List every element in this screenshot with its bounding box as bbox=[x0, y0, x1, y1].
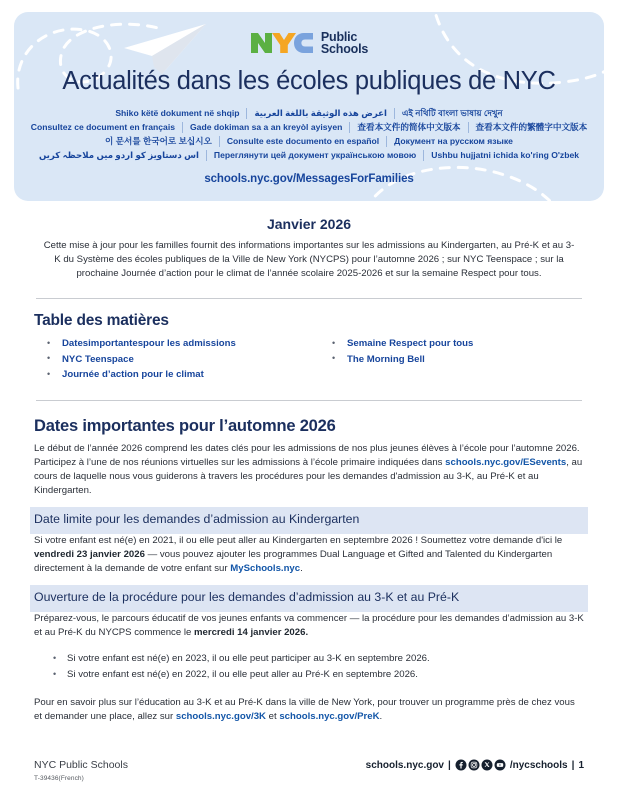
section-paragraph-2 bbox=[34, 534, 584, 576]
para2-text-b: — vous pouvez ajouter les programmes Dual Language et Gifted and Talented du Kindergarten directement à la demande de votre enfant sur bbox=[34, 548, 553, 574]
nycps-logo bbox=[26, 22, 592, 64]
list-item bbox=[34, 667, 584, 683]
toc-link-climate[interactable]: Journée d’action pour le climat bbox=[62, 369, 204, 380]
link-esevents[interactable]: schools.nyc.gov/ESevents bbox=[445, 456, 567, 468]
table-of-contents bbox=[34, 336, 584, 383]
language-row bbox=[26, 106, 592, 120]
footer-separator-1: | bbox=[448, 759, 451, 771]
social-icons bbox=[455, 759, 506, 771]
list-item[interactable] bbox=[319, 336, 584, 352]
subheading-kindergarten-deadline: Date limite pour les demandes d’admission au Kindergarten bbox=[30, 507, 588, 534]
section-paragraph-3 bbox=[34, 612, 584, 640]
language-row bbox=[26, 134, 592, 148]
language-link-korean[interactable]: 이 문서를 한국어로 보십시오 bbox=[105, 135, 212, 146]
section-paragraph-4 bbox=[34, 696, 584, 724]
language-links bbox=[26, 106, 592, 162]
facebook-icon[interactable] bbox=[455, 759, 467, 771]
bullet-3k-2023: Si votre enfant est né(e) en 2023, il ou elle peut participer au 3-K en septembre 2026. bbox=[67, 652, 430, 664]
language-link-french[interactable]: Consultez ce document en français bbox=[30, 121, 175, 132]
toc-column-left bbox=[34, 336, 309, 383]
intro-paragraph: Cette mise à jour pour les familles fournit des informations importantes sur les admissions au Kindergarten, au Pré-K et au 3-K du Système des écoles publiques de la Ville de New York (NYCPS) pour l’automne 2026 ; sur NYC Teenspace ; sur la prochaine Journée d’action pour le climat de l’année scolaire 2025-2026 et sur la semaine Respect pour tous. bbox=[43, 240, 575, 279]
language-link-ukrainian[interactable]: Переглянути цей документ українською мовою bbox=[206, 150, 423, 161]
link-myschools[interactable]: MySchools.nyc bbox=[230, 562, 301, 574]
messages-for-families-url[interactable]: schools.nyc.gov/MessagesForFamilies bbox=[204, 173, 414, 185]
footer-separator-2: | bbox=[571, 759, 575, 771]
language-link-albanian[interactable]: Shiko këtë dokument në shqip bbox=[115, 107, 240, 118]
eligibility-bullets bbox=[34, 651, 584, 683]
toc-link-teenspace[interactable]: NYC Teenspace bbox=[62, 353, 134, 365]
list-item[interactable] bbox=[319, 352, 584, 368]
bullet-prek-2022: Si votre enfant est né(e) en 2022, il ou elle peut aller au Pré-K en septembre 2026. bbox=[67, 668, 418, 680]
list-item[interactable] bbox=[34, 352, 309, 368]
toc-link-respect[interactable]: Semaine Respect pour tous bbox=[347, 338, 474, 349]
youtube-icon[interactable] bbox=[494, 759, 506, 771]
document-body bbox=[0, 216, 618, 724]
subheading-3k-prek-open: Ouverture de la procédure pour les demandes d’admission au 3-K et au Pré-K bbox=[30, 585, 588, 612]
link-3k[interactable]: schools.nyc.gov/3K bbox=[175, 710, 266, 722]
footer-contact bbox=[366, 759, 584, 771]
instagram-icon[interactable] bbox=[468, 759, 480, 771]
logo-wordmark bbox=[321, 31, 368, 56]
footer-page-number: 1 bbox=[578, 759, 584, 771]
language-link-bengali[interactable]: এই নথিটি বাংলা ভাষায় দেখুন bbox=[394, 108, 510, 119]
divider-2 bbox=[36, 400, 582, 401]
section-title-important-dates: Dates importantes pour l’automne 2026 bbox=[34, 416, 336, 435]
language-link-chinese-simplified[interactable]: 查看本文件的简体中文版本 bbox=[349, 122, 467, 133]
para4-text-mid: et bbox=[265, 710, 280, 722]
language-link-spanish[interactable]: Consulte este documento en español bbox=[219, 136, 386, 147]
month-heading: Janvier 2026 bbox=[266, 216, 352, 232]
language-link-haitian-creole[interactable]: Gade dokiman sa a an kreyòl ayisyen bbox=[182, 122, 349, 133]
list-item[interactable] bbox=[34, 367, 309, 383]
x-twitter-icon[interactable] bbox=[481, 759, 493, 771]
page-title: Actualités dans les écoles publiques de NYC bbox=[62, 67, 556, 95]
link-prek[interactable]: schools.nyc.gov/PreK bbox=[279, 710, 380, 722]
language-link-urdu[interactable]: اس دستاویز کو اردو میں ملاحظہ کریں bbox=[38, 149, 199, 160]
para4-text-b: . bbox=[379, 710, 383, 722]
list-item[interactable] bbox=[34, 336, 309, 352]
language-row bbox=[26, 148, 592, 162]
footer-website[interactable]: schools.nyc.gov bbox=[365, 759, 444, 771]
toc-link-morning-bell[interactable]: The Morning Bell bbox=[347, 353, 425, 365]
language-link-uzbek[interactable]: Ushbu hujjatni ichida ko'ring O'zbek bbox=[423, 150, 586, 161]
para1-text-b: , au cours de laquelle nous vous guiderons à travers les procédures pour les demandes d'admission au 3-K, au Pré-K et au Kindergarten. bbox=[34, 456, 583, 496]
header-banner bbox=[14, 12, 604, 201]
section-paragraph-1 bbox=[34, 442, 584, 498]
para2-date-bold: vendredi 23 janvier 2026 bbox=[34, 548, 145, 560]
para1-text-a: Le début de l’année 2026 comprend les dates clés pour les admissions de nos plus jeunes élèves à l’école pour l’automne 2026. Participez à l’une de nos réunions virtuelles sur les admissions à l’école primaire indiquées dans bbox=[34, 442, 580, 468]
para3-text-a: Préparez-vous, le parcours éducatif de vos jeunes enfants va commencer — la procédure pour les demandes d’admission au 3-K et au Pré-K du NYCPS commence le bbox=[34, 612, 584, 638]
para3-date-bold: mercredi 14 janvier 2026. bbox=[193, 626, 309, 638]
list-item bbox=[34, 651, 584, 667]
para2-text-a: Si votre enfant est né(e) en 2021, il ou elle peut aller au Kindergarten en septembre 2026 ! Soumettez votre demande d'ici le bbox=[34, 534, 563, 546]
language-link-arabic[interactable]: اعرض هذه الوثيقة باللغة العربية bbox=[246, 108, 394, 119]
divider-1 bbox=[36, 298, 582, 299]
toc-title: Table des matières bbox=[34, 312, 169, 329]
logo-word-schools: Schools bbox=[320, 42, 369, 56]
language-link-russian[interactable]: Документ на русском языке bbox=[386, 136, 520, 147]
toc-column-right bbox=[309, 336, 584, 383]
language-row bbox=[26, 120, 592, 134]
logo-word-public: Public bbox=[320, 29, 358, 44]
toc-link-dates[interactable]: Datesimportantespour les admissions bbox=[62, 338, 236, 349]
para4-text-a: Pour en savoir plus sur l’éducation au 3-K et au Pré-K dans la ville de New York, pour trouver un programme près de chez vous et demander une place, allez sur bbox=[34, 696, 575, 722]
nyc-logo-mark-icon bbox=[250, 31, 316, 55]
page-footer bbox=[0, 759, 618, 783]
footer-org-name: NYC Public Schools bbox=[34, 758, 128, 771]
footer-handle[interactable]: /nycschools bbox=[509, 759, 568, 771]
para2-text-c: . bbox=[300, 562, 303, 574]
footer-doc-code: T-39436(French) bbox=[34, 775, 84, 782]
language-link-chinese-traditional[interactable]: 查看本文件的繁體字中文版本 bbox=[468, 122, 595, 133]
